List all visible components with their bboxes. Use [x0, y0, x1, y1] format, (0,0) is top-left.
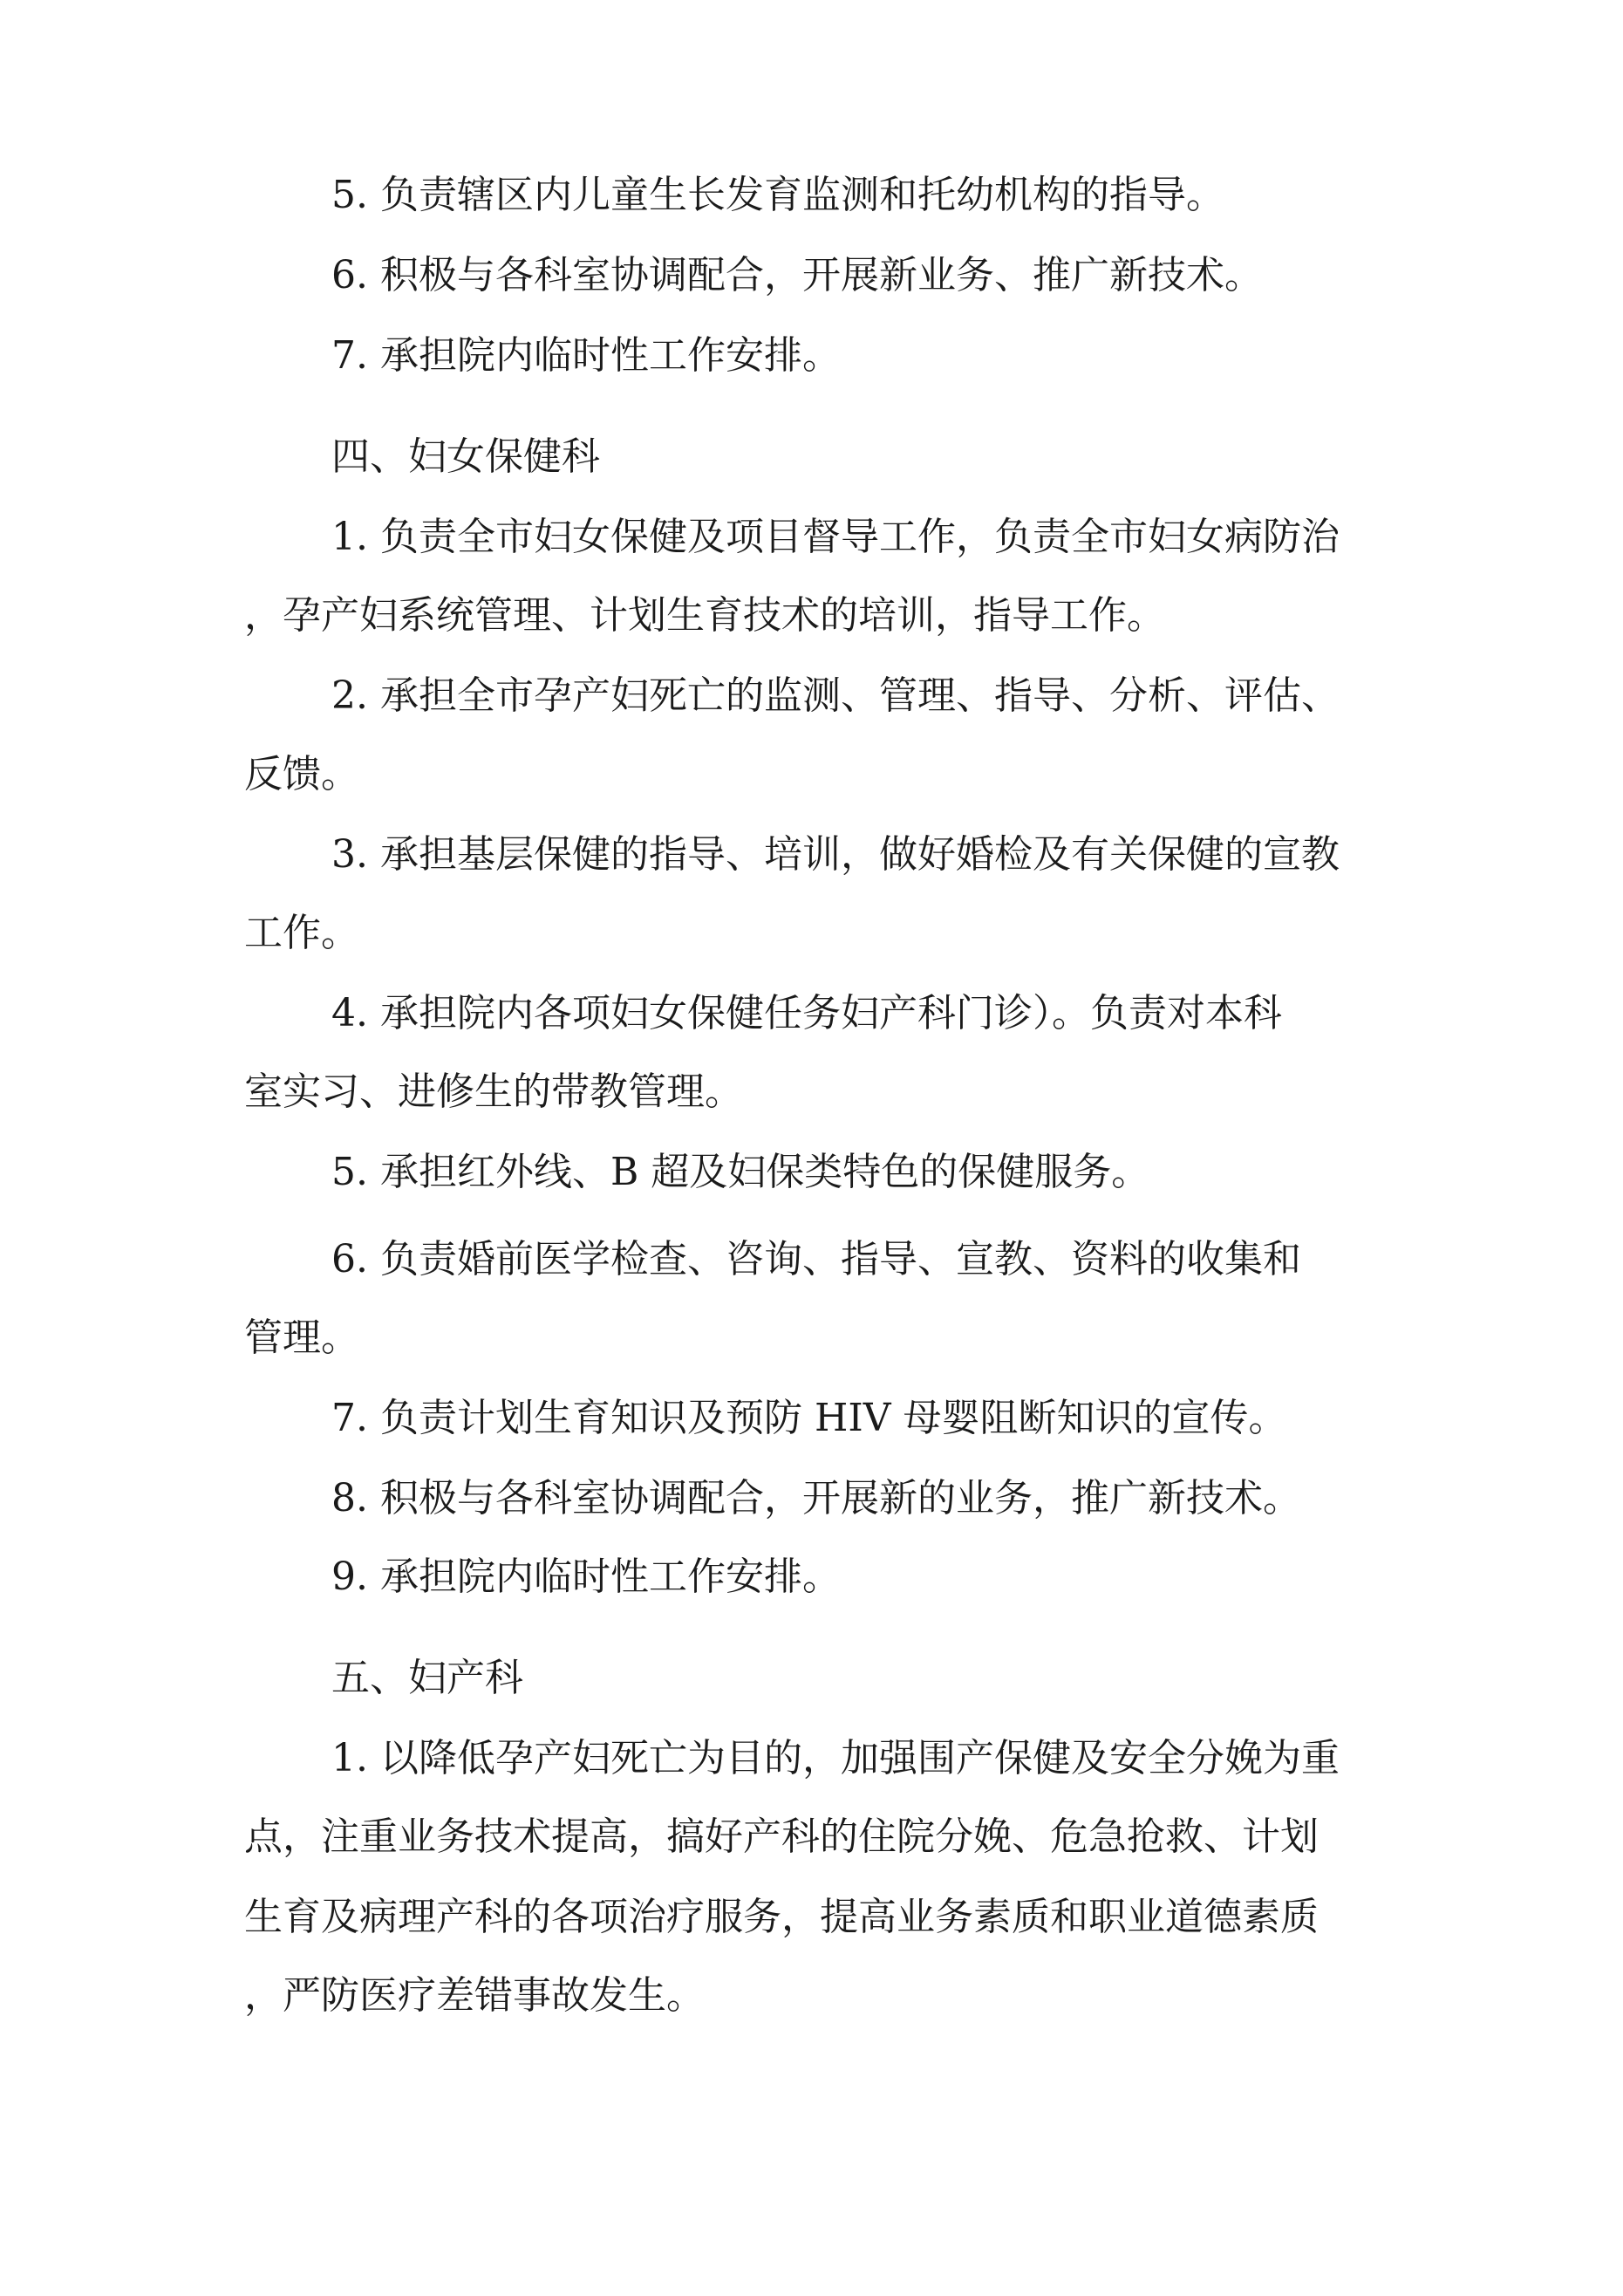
- paragraph-line: ，严防医疗差错事故发生。: [244, 1973, 705, 2018]
- item-temporary-work: 7. 承担院内临时性工作安排。: [331, 333, 841, 378]
- paragraph-line: 3. 承担基层保健的指导、培训，做好婚检及有关保健的宣教: [331, 832, 1340, 877]
- paragraph-line: 6. 负责婚前医学检查、咨询、指导、宣教、资料的收集和: [331, 1237, 1301, 1281]
- paragraph-line: 管理。: [244, 1315, 359, 1360]
- section-heading-womens-health: 四、妇女保健科: [331, 434, 600, 479]
- paragraph-line: 7. 负责计划生育知识及预防 HIV 母婴阻断知识的宣传。: [331, 1396, 1287, 1440]
- paragraph-line: 工作。: [244, 911, 359, 955]
- paragraph-line: 8. 积极与各科室协调配合，开展新的业务，推广新技术。: [331, 1476, 1301, 1520]
- section-heading-obstetrics: 五、妇产科: [331, 1656, 523, 1700]
- paragraph-line: 4. 承担院内各项妇女保健任务妇产科门诊）。负责对本科: [331, 991, 1282, 1035]
- paragraph-line: 1. 负责全市妇女保健及项目督导工作，负责全市妇女病防治: [331, 515, 1340, 559]
- paragraph-line: 9. 承担院内临时性工作安排。: [331, 1555, 841, 1599]
- item-cooperation-new-tech: 6. 积极与各科室协调配合，开展新业务、推广新技术。: [331, 253, 1263, 297]
- paragraph-line: ，孕产妇系统管理、计划生育技术的培训，指导工作。: [244, 593, 1165, 638]
- item-child-growth-monitoring: 5. 负责辖区内儿童生长发育监测和托幼机构的指导。: [331, 173, 1224, 217]
- paragraph-line: 5. 承担红外线、B 超及妇保类特色的保健服务。: [331, 1150, 1150, 1194]
- paragraph-line: 反馈。: [244, 752, 359, 796]
- paragraph-line: 室实习、进修生的带教管理。: [244, 1069, 743, 1114]
- paragraph-line: 点，注重业务技术提高，搞好产科的住院分娩、危急抢救、计划: [244, 1814, 1319, 1859]
- paragraph-line: 2. 承担全市孕产妇死亡的监测、管理、指导、分析、评估、: [331, 673, 1340, 718]
- paragraph-line: 1. 以降低孕产妇死亡为目的，加强围产保健及安全分娩为重: [331, 1736, 1340, 1780]
- paragraph-line: 生育及病理产科的各项治疗服务，提高业务素质和职业道德素质: [244, 1895, 1319, 1939]
